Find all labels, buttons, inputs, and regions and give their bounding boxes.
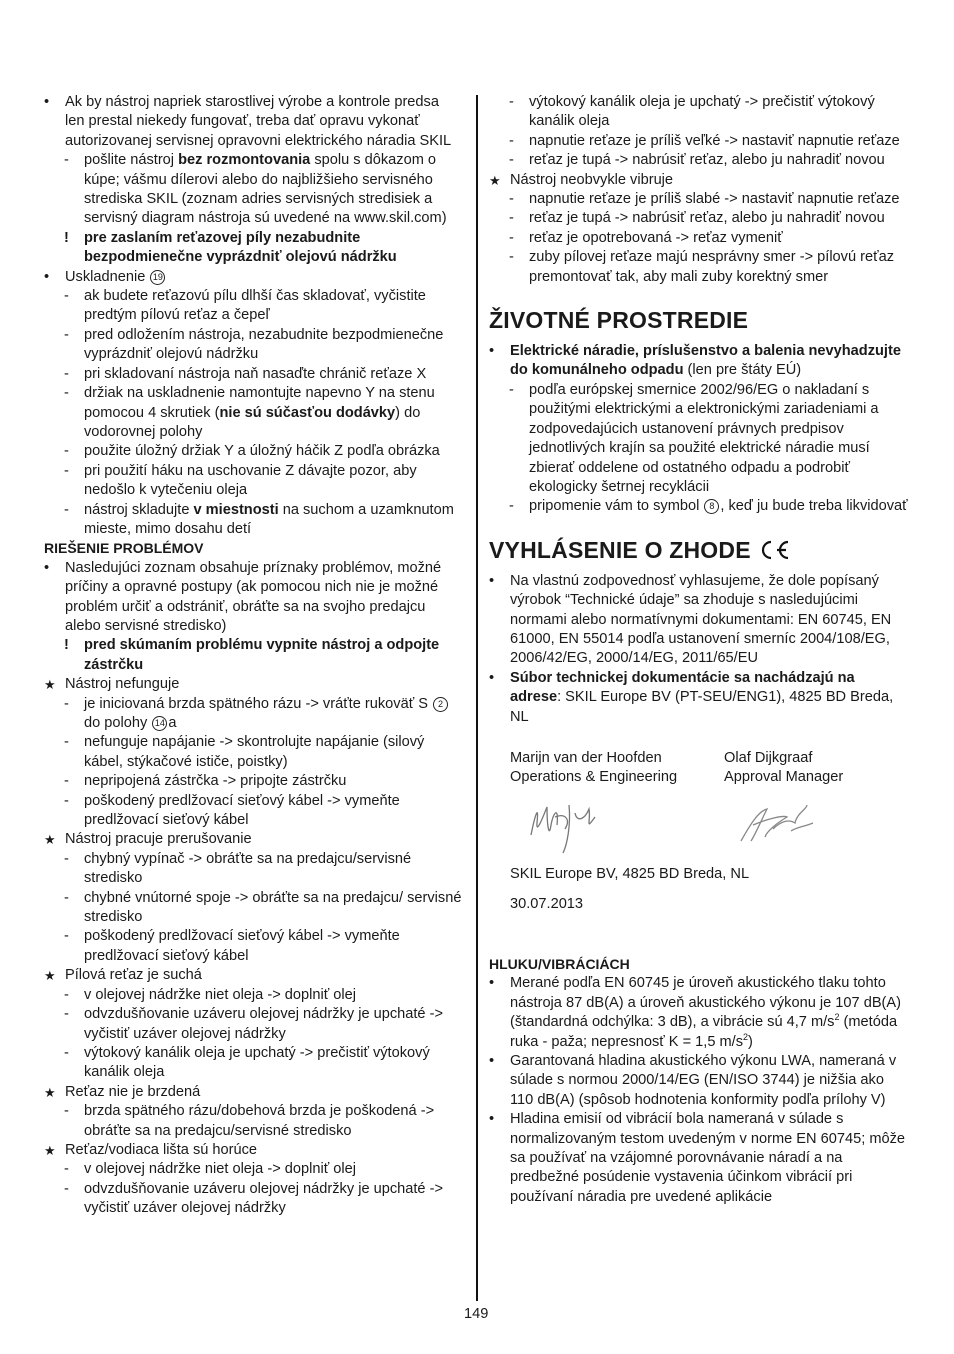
list-marker: -	[64, 1103, 69, 1120]
list-marker: -	[64, 773, 69, 790]
text: držiak na uskladnenie namontujte napevno Y na stenu pomocou 4 skrutiek (	[84, 385, 435, 421]
signature-1-image	[525, 795, 603, 855]
figure-reference-number: 8	[704, 499, 719, 514]
list-marker: -	[509, 132, 514, 149]
item-text: Pílová reťaz je suchá	[65, 967, 202, 984]
list-marker: ★	[44, 968, 56, 984]
text: Uskladnenie	[65, 268, 150, 285]
list-marker: •	[489, 1053, 495, 1069]
text: ) do vodorovnej polohy	[84, 404, 421, 440]
text: a	[168, 715, 177, 731]
text: nástroj skladujte	[84, 501, 194, 518]
list-marker: -	[64, 462, 69, 479]
item-text: výtokový kanálik oleja je upchatý -> prečistiť výtokový kanálik oleja	[84, 1044, 430, 1081]
list-marker: -	[64, 501, 69, 518]
item-text: pri použití háku na uschovanie Z dávajte pozor, aby nedošlo k vytečeniu oleja	[84, 462, 417, 499]
sub-list-item	[44, 1102, 462, 1141]
signature-2-image	[737, 801, 817, 847]
item-text: v olejovej nádržke niet oleja -> doplniť olej	[84, 1161, 356, 1178]
list-marker: -	[64, 986, 69, 1003]
sub-list-item	[44, 889, 462, 928]
list-marker: -	[509, 249, 514, 266]
list-marker: -	[64, 1006, 69, 1023]
sub-list-item	[489, 381, 909, 497]
figure-reference-number: 2	[433, 697, 448, 712]
list-item	[489, 1052, 909, 1110]
problem-item	[44, 966, 462, 985]
list-marker: -	[64, 850, 69, 867]
item-text: pri skladovaní nástroja naň nasaďte chránič reťaze X	[84, 365, 427, 382]
text: pripomenie vám to symbol	[529, 498, 704, 515]
list-marker: -	[509, 94, 514, 110]
right-main-content	[489, 93, 909, 727]
sub-list-item	[44, 792, 462, 831]
item-text: Reťaz/vodiaca lišta sú horúce	[65, 1141, 258, 1158]
section-title	[489, 306, 909, 334]
list-marker: -	[64, 734, 69, 751]
list-marker: ★	[44, 677, 56, 693]
text: )	[748, 1033, 753, 1050]
problem-item	[44, 675, 462, 694]
sub-list-item	[44, 501, 462, 540]
list-marker: -	[64, 928, 69, 945]
item-text: Na vlastnú zodpovednosť vyhlasujeme, že dole popísaný výrobok “Technické údaje” sa zhoduje s nasledujúcimi normami alebo normatívnymi dokumentami: EN 60745, EN 61000, EN 55014 podľa ustanovení smerníc 2004/108/EG, 2006/42/EG, 2000/14/EG, 2011/65/EU	[510, 572, 892, 667]
bold-text: v miestnosti	[193, 501, 279, 518]
item-text: v olejovej nádržke niet oleja -> doplniť olej	[84, 986, 356, 1003]
list-marker: -	[509, 152, 514, 169]
item-text: chybný vypínač -> obráťte sa na predajcu/servisné stredisko	[84, 850, 412, 887]
text: , keď ju bude treba likvidovať	[720, 498, 908, 515]
list-marker: -	[509, 229, 514, 246]
list-item	[489, 669, 909, 727]
left-column	[44, 93, 462, 1219]
list-marker: ★	[489, 172, 501, 188]
sub-list-item	[44, 772, 462, 791]
item-text: použite úložný držiak Y a úložný háčik Z podľa obrázka	[84, 443, 440, 460]
superscript: 2	[834, 1012, 840, 1023]
section-title-text: ŽIVOTNÉ PROSTREDIE	[489, 307, 749, 334]
superscript: 2	[743, 1031, 749, 1042]
list-marker: !	[64, 229, 69, 246]
item-text: podľa európskej smernice 2002/96/EG o nakladaní s použitými elektrickými a elektronickými zariadeniami a zodpovedajúcich ustanovení právnych predpisov jednotlivých krajín sa použité elektrické náradie musí zbierať oddelene od ostatného odpadu a podrobiť ekologicky šetrnej recyklácii	[529, 381, 879, 495]
list-item	[44, 268, 462, 287]
sub-list-item	[489, 190, 909, 209]
text: je iniciovaná brzda spätného rázu -> vráťte rukoväť S	[84, 695, 433, 712]
list-item	[44, 93, 462, 151]
item-text: zuby pílovej reťaze majú nesprávny smer -> pílovú reťaz premontovať tak, aby mali zuby korektný smer	[529, 249, 895, 285]
list-marker: -	[64, 889, 69, 906]
sub-list-item	[44, 326, 462, 365]
item-text: výtokový kanálik oleja je upchatý -> prečistiť výtokový kanálik oleja	[529, 94, 875, 130]
item-text: Garantovaná hladina akustického výkonu LWA, nameraná v súlade s normou 2000/14/EG (EN/ISO 3744) je nižšia ako 110 dB(A) (spôsob hodnotenia konformity podľa prílohy V)	[510, 1053, 897, 1108]
sub-list-item	[44, 1005, 462, 1044]
text: Merané podľa EN 60745 je úroveň akustického tlaku tohto nástroja 87 dB(A) a úroveň akustického výkonu je 107 dB(A) (štandardná odchýlka: 3 dB), a vibrácie sú 4,7 m/s	[510, 975, 902, 1031]
warning-note	[44, 229, 462, 268]
sub-list-item	[489, 248, 909, 287]
text: spolu s dôkazom o kúpe; vášmu dílerovi alebo do najbližšieho servisného strediska SKIL (zoznam adries servisných stredisiek a servisný diagram nástroja sú uvedené na www.skil.com)	[84, 152, 447, 227]
list-marker: -	[64, 1161, 69, 1178]
item-text: nefunguje napájanie -> skontrolujte napájanie (silový kábel, stýkačové ističe, poistky)	[84, 734, 425, 770]
list-marker: -	[64, 152, 69, 169]
problem-item	[44, 830, 462, 849]
list-item	[489, 974, 909, 1052]
sub-list-item	[489, 229, 909, 248]
item-text: pre zaslaním reťazovej píly nezabudnite bezpodmienečne vyprázdniť olejovú nádržku	[84, 229, 397, 266]
list-marker: ★	[44, 1084, 56, 1100]
item-text: Nástroj pracuje prerušovanie	[65, 831, 252, 848]
sub-list-item	[44, 1044, 462, 1083]
list-marker: •	[44, 268, 50, 285]
item-text: odvzdušňovanie uzáveru olejovej nádržky je upchaté -> vyčistiť uzáver olejovej nádržky	[84, 1006, 443, 1042]
list-item	[489, 572, 909, 669]
sub-list-item	[44, 695, 462, 734]
item-text: reťaz je tupá -> nabrúsiť reťaz, alebo ju nahradiť novou	[529, 152, 885, 169]
sub-list-item	[489, 151, 909, 170]
list-marker: -	[64, 365, 69, 382]
list-marker: -	[509, 210, 514, 227]
bold-text: Elektrické náradie, príslušenstvo a balenia nevyhadzujte do komunálneho odpadu	[510, 343, 901, 379]
list-marker: •	[489, 975, 495, 992]
sub-list-item	[44, 462, 462, 501]
item-text: poškodený predlžovací sieťový kábel -> vymeňte predlžovací sieťový kábel	[84, 928, 400, 964]
item-text: reťaz je tupá -> nabrúsiť reťaz, alebo ju nahradiť novou	[529, 210, 885, 227]
sub-list-item	[44, 365, 462, 384]
list-marker: -	[64, 385, 69, 402]
item-text: Nástroj neobvykle vibruje	[510, 171, 674, 188]
item-text: Ak by nástroj napriek starostlivej výrobe a kontrole predsa len prestal niekedy fungovať, treba dať opravu vykonať autorizovanej servisnej opravovni elektrického náradia SKIL	[65, 94, 452, 149]
text: pošlite nástroj	[84, 152, 179, 169]
ce-mark-icon	[757, 539, 791, 561]
list-marker: •	[489, 669, 495, 686]
list-item	[489, 1110, 909, 1207]
item-text: pred odložením nástroja, nezabudnite bezpodmienečne vyprázdniť olejovú nádržku	[84, 326, 444, 363]
item-text: poškodený predlžovací sieťový kábel -> vymeňte predlžovací sieťový kábel	[84, 792, 400, 829]
section-heading: HLUKU/VIBRÁCIÁCH	[489, 955, 630, 972]
sub-list-item	[44, 151, 462, 229]
item-text: nepripojená zástrčka -> pripojte zástrčku	[84, 773, 347, 790]
list-marker: ★	[44, 832, 56, 848]
sub-list-item	[44, 850, 462, 889]
list-marker: •	[489, 1111, 495, 1128]
problem-item	[44, 1141, 462, 1160]
list-marker: -	[64, 1044, 69, 1061]
section-title	[489, 536, 909, 564]
declaration-date: 30.07.2013	[510, 895, 584, 912]
warning-note	[44, 636, 462, 675]
text: : SKIL Europe BV (PT-SEU/ENG1), 4825 BD Breda, NL	[510, 689, 894, 725]
sub-list-item	[44, 927, 462, 966]
sub-list-item	[489, 132, 909, 151]
text: do polohy	[84, 715, 152, 731]
item-text: Nasledujúci zoznam obsahuje príznaky problémov, možné príčiny a opravné postupy (ak pomocou nich nie je možné problém určiť a odstrániť, obráťte sa na svojho predajcu alebo servisné stredisko)	[65, 559, 442, 634]
sub-list-item	[489, 497, 909, 516]
item-text: napnutie reťaze je príliš veľké -> nastaviť napnutie reťaze	[529, 132, 900, 149]
sub-list-item	[44, 442, 462, 461]
item-text: pred skúmaním problému vypnite nástroj a odpojte zástrčku	[84, 637, 440, 673]
signatory-2-title: Approval Manager	[724, 768, 844, 785]
list-marker: •	[489, 572, 495, 589]
section-title-text: VYHLÁSENIE O ZHODE	[489, 536, 751, 563]
signatory-1-title: Operations & Engineering	[510, 768, 678, 785]
list-marker: -	[64, 792, 69, 809]
sub-list-item	[44, 1160, 462, 1179]
text: (metóda ruka - paža; nepresnosť K = 1,5 m/s	[510, 1014, 898, 1050]
list-marker: ★	[44, 1142, 56, 1158]
list-item	[44, 559, 462, 637]
sub-list-item	[44, 733, 462, 772]
list-marker: -	[64, 1180, 69, 1197]
item-text: chybné vnútorné spoje -> obráťte sa na predajcu/ servisné stredisko	[84, 889, 462, 926]
item-text: Nástroj nefunguje	[65, 676, 180, 693]
sub-list-item	[489, 209, 909, 228]
section-heading: RIEŠENIE PROBLÉMOV	[44, 540, 204, 557]
item-text: brzda spätného rázu/dobehová brzda je poškodená -> obráťte sa na predajcu/servisné stredisko	[84, 1103, 435, 1139]
problem-item	[44, 1083, 462, 1102]
signatory-2-name: Olaf Dijkgraaf	[724, 749, 813, 766]
list-marker: -	[64, 695, 69, 712]
list-marker: -	[509, 381, 514, 398]
list-marker: -	[64, 326, 69, 343]
noise-vibration-section	[489, 955, 909, 1207]
list-marker: -	[64, 443, 69, 460]
figure-reference-number: 14	[152, 716, 167, 731]
item-text: napnutie reťaze je príliš slabé -> nastaviť napnutie reťaze	[529, 191, 900, 208]
column-divider	[476, 95, 478, 1301]
list-marker: !	[64, 637, 69, 654]
item-text: odvzdušňovanie uzáveru olejovej nádržky je upchaté -> vyčistiť uzáver olejovej nádržky	[84, 1180, 443, 1217]
figure-reference-number: 19	[150, 270, 165, 285]
right-column	[489, 93, 909, 1207]
company-address: SKIL Europe BV, 4825 BD Breda, NL	[510, 865, 750, 882]
sub-list-item	[44, 384, 462, 442]
problem-item	[489, 171, 909, 190]
item-text: ak budete reťazovú pílu dlhší čas skladovať, vyčistite predtým pílovú reťaz a čepeľ	[84, 288, 426, 324]
page-number: 149	[464, 1306, 489, 1322]
signatory-1-name: Marijn van der Hoofden	[510, 749, 662, 766]
list-marker: •	[489, 343, 495, 360]
list-item	[489, 342, 909, 381]
sub-list-item	[44, 1180, 462, 1219]
sub-list-item	[44, 986, 462, 1005]
item-text: reťaz je opotrebovaná -> reťaz vymeniť	[529, 229, 783, 246]
list-marker: -	[64, 288, 69, 305]
text: na suchom a uzamknutom mieste, mimo dosahu detí	[84, 501, 454, 537]
item-text: Reťaz nie je brzdená	[65, 1083, 201, 1100]
text: (len pre štáty EÚ)	[683, 362, 802, 379]
signature-block	[489, 737, 909, 955]
item-text: Hladina emisií od vibrácií bola nameraná v súlade s normalizovaným testom uvedeným v norme EN 60745; môže sa používať na vzájomné porovnávanie náradí a na predbežné posúdenie vystavenia účinkom vibrácií pri používaní náradia pre uvedené aplikácie	[510, 1111, 906, 1205]
list-marker: -	[509, 498, 514, 515]
sub-list-item	[44, 287, 462, 326]
list-marker: •	[44, 559, 50, 576]
bold-text: Súbor technickej dokumentácie sa nachádzajú na adrese	[510, 669, 855, 706]
sub-list-item	[489, 93, 909, 132]
list-marker: •	[44, 94, 50, 110]
bold-text: bez rozmontovania	[178, 152, 311, 169]
bold-text: nie sú súčasťou dodávky	[219, 404, 396, 421]
list-marker: -	[509, 191, 514, 208]
